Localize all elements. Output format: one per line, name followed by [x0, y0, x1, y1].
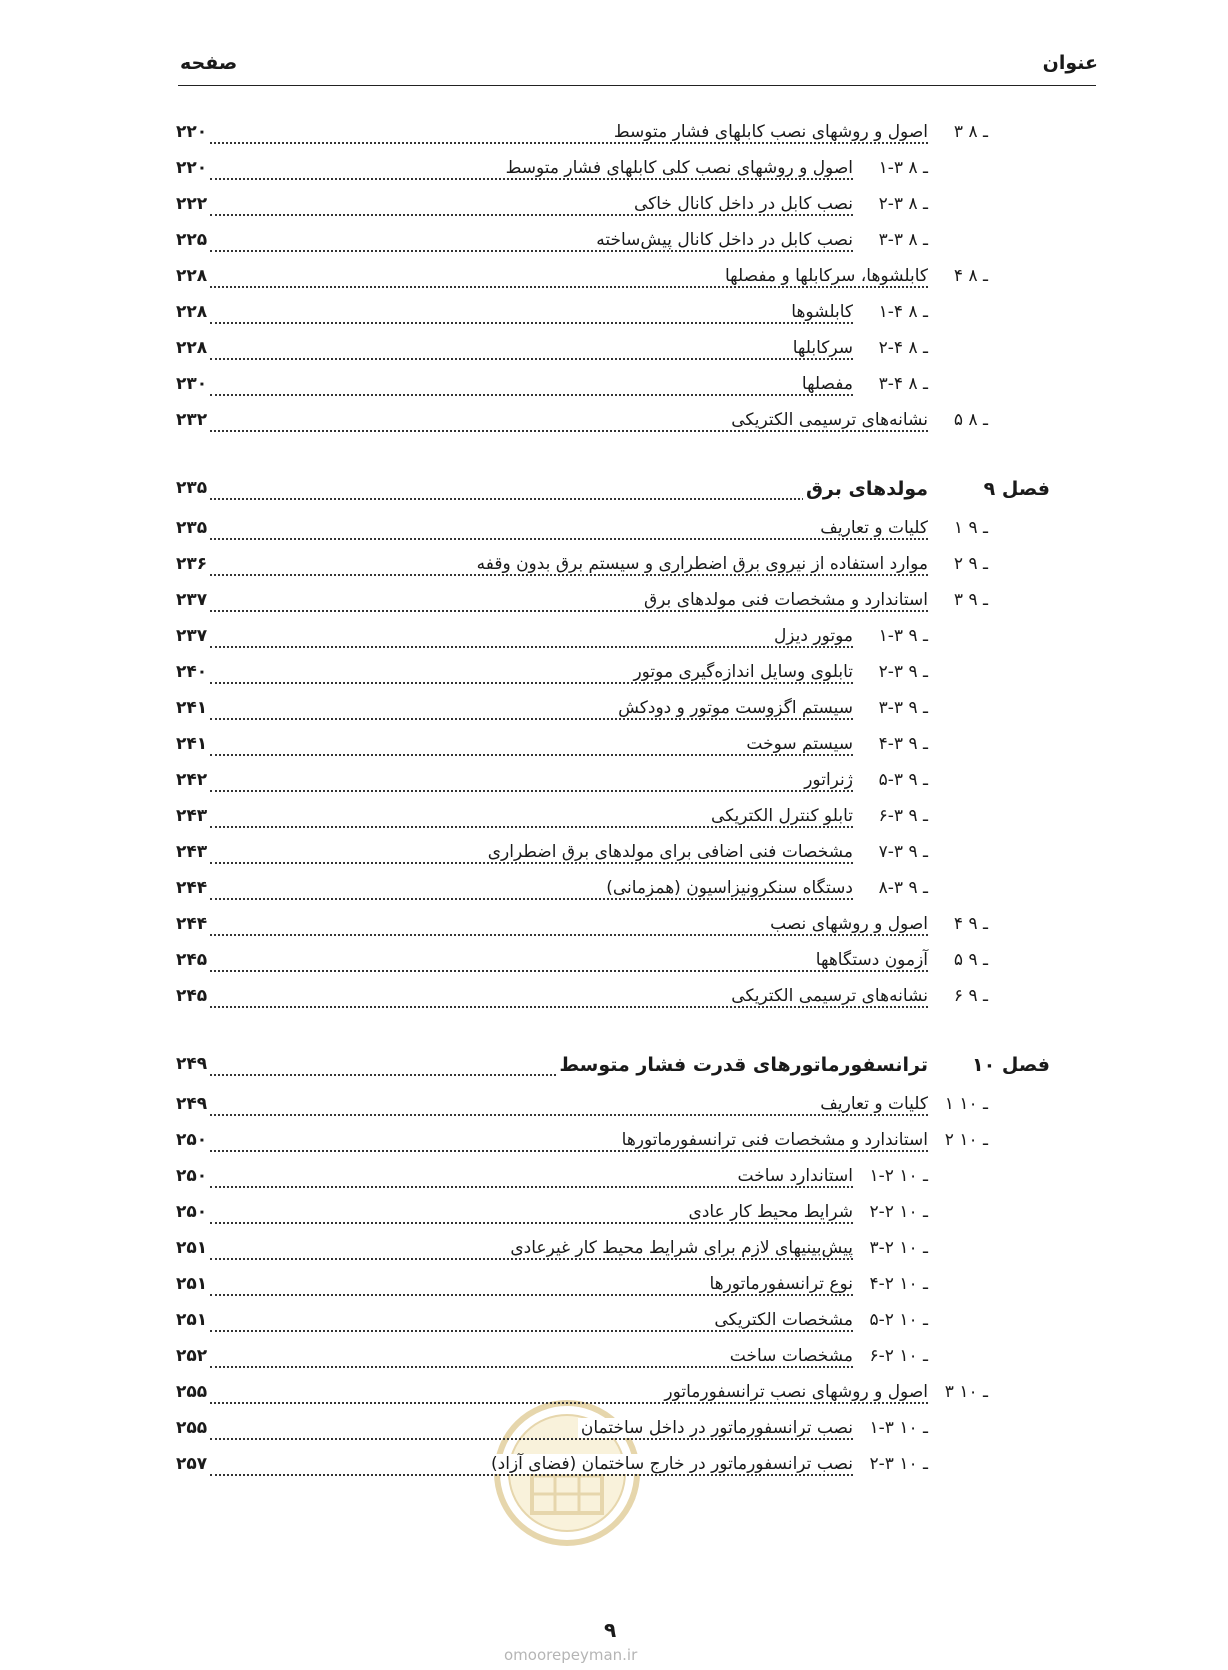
section-number: فصل ۱۰ [972, 1054, 1050, 1076]
toc-entry [0, 1270, 1228, 1300]
page-ref: ۲۳۷ [176, 590, 208, 610]
section-number: ۱-۲ ـ ۱۰ [869, 1166, 928, 1186]
section-title: اصول و روشهای نصب ترانسفورماتور [661, 1382, 928, 1402]
section-title: موارد استفاده از نیروی برق اضطراری و سیستم برق بدون وقفه [474, 554, 928, 574]
toc-entry [0, 514, 1228, 544]
toc-chapter [0, 1050, 1228, 1080]
page-ref: ۲۴۹ [176, 1054, 208, 1074]
toc-entry [0, 838, 1228, 868]
section-title: سرکابلها [790, 338, 853, 358]
page-ref: ۲۴۵ [176, 986, 208, 1006]
page-ref: ۲۵۱ [176, 1238, 208, 1258]
toc-entry [0, 1126, 1228, 1156]
section-title: نصب کابل در داخل کانال پیش‌ساخته [593, 230, 853, 250]
toc-entry [0, 298, 1228, 328]
toc-entry [0, 226, 1228, 256]
section-number: ۷-۳ ـ ۹ [878, 842, 928, 862]
page-ref: ۲۳۵ [176, 518, 208, 538]
toc-entry [0, 658, 1228, 688]
section-number: ۱-۳ ـ ۹ [878, 626, 928, 646]
section-number: ۱-۴ ـ ۸ [878, 302, 928, 322]
page-ref: ۲۳۲ [176, 410, 208, 430]
section-title: استاندارد و مشخصات فنی مولدهای برق [641, 590, 928, 610]
section-title: مشخصات ساخت [727, 1346, 853, 1366]
section-title: شرایط محیط کار عادی [686, 1202, 853, 1222]
toc-entry [0, 334, 1228, 364]
section-number: ۳ ـ ۱۰ [944, 1382, 988, 1402]
section-title: پیش‌بینیهای لازم برای شرایط محیط کار غیرعادی [507, 1238, 853, 1258]
section-title: استاندارد ساخت [735, 1166, 853, 1186]
toc-entry [0, 1090, 1228, 1120]
page-ref: ۲۵۱ [176, 1274, 208, 1294]
section-title: کابلشوها [788, 302, 853, 322]
page-ref: ۲۳۶ [176, 554, 208, 574]
page-ref: ۲۵۷ [176, 1454, 208, 1474]
page-ref: ۲۴۱ [176, 698, 208, 718]
toc-entry [0, 190, 1228, 220]
toc-entry [0, 910, 1228, 940]
toc-entry [0, 766, 1228, 796]
toc-entry [0, 586, 1228, 616]
section-number: ۲-۳ ـ ۹ [878, 662, 928, 682]
section-number: ۳-۲ ـ ۱۰ [869, 1238, 928, 1258]
section-number: ۶-۳ ـ ۹ [878, 806, 928, 826]
section-number: ۲-۳ ـ ۱۰ [869, 1454, 928, 1474]
toc-entry [0, 406, 1228, 436]
section-title: مشخصات فنی اضافی برای مولدهای برق اضطراری [485, 842, 853, 862]
dot-leader [210, 374, 853, 396]
section-number: ۸-۳ ـ ۹ [878, 878, 928, 898]
section-number: ۶-۲ ـ ۱۰ [869, 1346, 928, 1366]
section-number: ۵-۳ ـ ۹ [878, 770, 928, 790]
section-title: استاندارد و مشخصات فنی ترانسفورماتورها [619, 1130, 928, 1150]
section-title: کلیات و تعاریف [817, 1094, 928, 1114]
section-title: نصب ترانسفورماتور در خارج ساختمان (فضای آزاد) [488, 1454, 853, 1474]
section-title: تابلو کنترل الکتریکی [708, 806, 853, 826]
section-title: نصب ترانسفورماتور در داخل ساختمان [578, 1418, 853, 1438]
page-ref: ۲۳۷ [176, 626, 208, 646]
section-title: کلیات و تعاریف [817, 518, 928, 538]
section-number: ۱ ـ ۹ [953, 518, 988, 538]
dot-leader [210, 770, 853, 792]
toc-entry [0, 946, 1228, 976]
section-number: ۳ ـ ۸ [953, 122, 988, 142]
page-ref: ۲۵۰ [176, 1130, 208, 1150]
page-ref: ۲۳۰ [176, 374, 208, 394]
section-title: تابلوی وسایل اندازه‌گیری موتور [630, 662, 853, 682]
section-number: فصل ۹ [983, 478, 1050, 500]
page-ref: ۲۵۵ [176, 1382, 208, 1402]
section-number: ۱-۳ ـ ۸ [878, 158, 928, 178]
column-title-header: عنوان [1042, 52, 1098, 74]
toc-entry [0, 154, 1228, 184]
toc-entry [0, 1198, 1228, 1228]
page-ref: ۲۴۳ [176, 842, 208, 862]
toc-entry [0, 118, 1228, 148]
toc-entry [0, 1306, 1228, 1336]
section-number: ۶ ـ ۹ [953, 986, 988, 1006]
header-rule [178, 85, 1096, 86]
toc-entry [0, 1162, 1228, 1192]
section-title: ژنراتور [801, 770, 853, 790]
page-ref: ۲۵۵ [176, 1418, 208, 1438]
page-ref: ۲۲۲ [176, 194, 208, 214]
section-title: نشانه‌های ترسیمی الکتریکی [728, 986, 928, 1006]
page-ref: ۲۵۰ [176, 1166, 208, 1186]
section-title: نوع ترانسفورماتورها [706, 1274, 853, 1294]
toc-entry [0, 874, 1228, 904]
toc-entry [0, 694, 1228, 724]
toc-entry [0, 1378, 1228, 1408]
page-ref: ۲۵۲ [176, 1346, 208, 1366]
section-number: ۴-۲ ـ ۱۰ [869, 1274, 928, 1294]
section-title: مفصلها [799, 374, 853, 394]
page-ref: ۲۵۱ [176, 1310, 208, 1330]
page-ref: ۲۴۰ [176, 662, 208, 682]
section-number: ۲-۴ ـ ۸ [878, 338, 928, 358]
section-number: ۱-۳ ـ ۱۰ [869, 1418, 928, 1438]
section-title: اصول و روشهای نصب کلی کابلهای فشار متوسط [503, 158, 853, 178]
section-title: آزمون دستگاهها [813, 950, 928, 970]
section-title: دستگاه سنکرونیزاسیون (همزمانی) [603, 878, 853, 898]
section-number: ۲ ـ ۱۰ [944, 1130, 988, 1150]
section-number: ۳ ـ ۹ [953, 590, 988, 610]
section-title: موتور دیزل [771, 626, 853, 646]
toc-entry [0, 550, 1228, 580]
toc-entry [0, 730, 1228, 760]
toc-chapter [0, 474, 1228, 504]
dot-leader [210, 302, 853, 324]
section-title: نصب کابل در داخل کانال خاکی [631, 194, 853, 214]
section-number: ۵ ـ ۹ [953, 950, 988, 970]
section-number: ۲-۲ ـ ۱۰ [869, 1202, 928, 1222]
page-ref: ۲۲۰ [176, 122, 208, 142]
section-number: ۴ ـ ۸ [953, 266, 988, 286]
section-number: ۴ ـ ۹ [953, 914, 988, 934]
page-ref: ۲۵۰ [176, 1202, 208, 1222]
section-number: ۴-۳ ـ ۹ [878, 734, 928, 754]
toc-entry [0, 1234, 1228, 1264]
page-ref: ۲۲۸ [176, 266, 208, 286]
page-ref: ۲۴۲ [176, 770, 208, 790]
section-number: ۳-۳ ـ ۸ [878, 230, 928, 250]
section-title: ترانسفورماتورهای قدرت فشار متوسط [556, 1054, 928, 1076]
section-title: نشانه‌های ترسیمی الکتریکی [728, 410, 928, 430]
toc-entry [0, 622, 1228, 652]
dot-leader [210, 338, 853, 360]
page-ref: ۲۴۳ [176, 806, 208, 826]
page-ref: ۲۲۰ [176, 158, 208, 178]
section-number: ۲-۳ ـ ۸ [878, 194, 928, 214]
toc-entry [0, 262, 1228, 292]
section-title: مولدهای برق [803, 478, 928, 500]
section-number: ۳-۳ ـ ۹ [878, 698, 928, 718]
section-title: کابلشوها، سرکابلها و مفصلها [722, 266, 928, 286]
toc-entry [0, 982, 1228, 1012]
dot-leader [210, 626, 853, 648]
section-number: ۱ ـ ۱۰ [944, 1094, 988, 1114]
section-number: ۵ ـ ۸ [953, 410, 988, 430]
toc-entry [0, 1450, 1228, 1480]
section-title: سیستم سوخت [743, 734, 853, 754]
page-ref: ۲۴۹ [176, 1094, 208, 1114]
page-ref: ۲۲۸ [176, 302, 208, 322]
page-ref: ۲۲۵ [176, 230, 208, 250]
section-title: مشخصات الکتریکی [711, 1310, 853, 1330]
page-ref: ۲۴۴ [176, 878, 208, 898]
section-title: اصول و روشهای نصب کابلهای فشار متوسط [611, 122, 928, 142]
section-number: ۳-۴ ـ ۸ [878, 374, 928, 394]
section-title: سیستم اگزوست موتور و دودکش [615, 698, 853, 718]
toc-entry [0, 802, 1228, 832]
section-title: اصول و روشهای نصب [767, 914, 928, 934]
column-page-header: صفحه [180, 52, 238, 74]
page-ref: ۲۴۱ [176, 734, 208, 754]
watermark-url: omoorepeyman.ir [504, 1646, 638, 1664]
page-ref: ۲۲۸ [176, 338, 208, 358]
toc-entry [0, 1414, 1228, 1444]
page-number: ۹ [604, 1618, 617, 1642]
toc-entry [0, 1342, 1228, 1372]
section-number: ۵-۲ ـ ۱۰ [869, 1310, 928, 1330]
page-ref: ۲۳۵ [176, 478, 208, 498]
page-ref: ۲۴۴ [176, 914, 208, 934]
toc-entry [0, 370, 1228, 400]
page-ref: ۲۴۵ [176, 950, 208, 970]
section-number: ۲ ـ ۹ [953, 554, 988, 574]
